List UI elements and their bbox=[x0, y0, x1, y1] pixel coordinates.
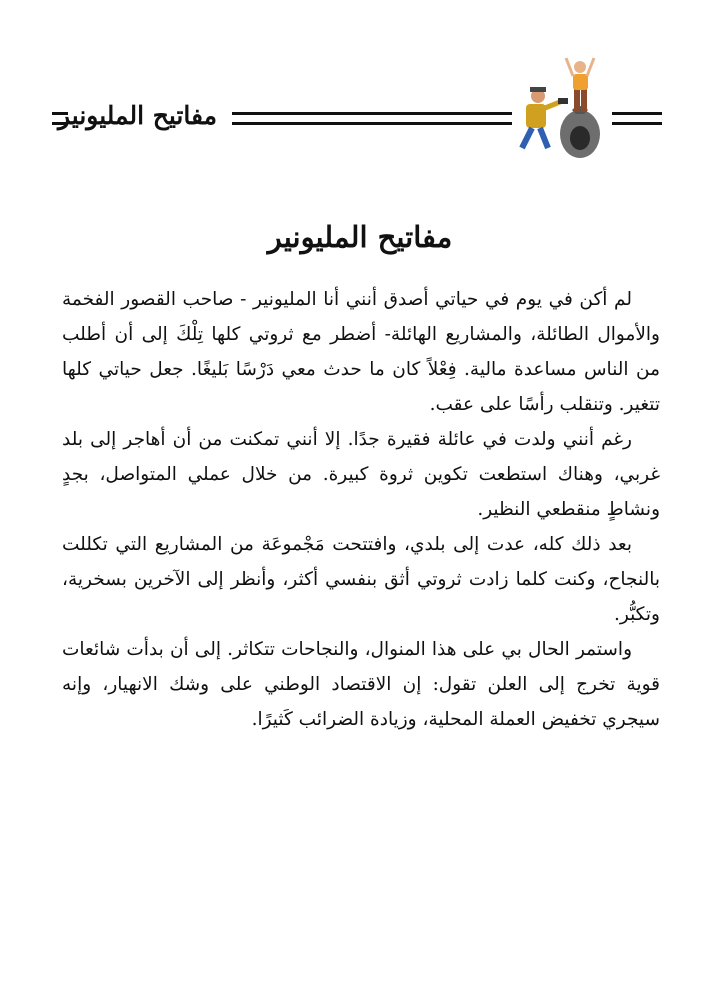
header-rule-middle bbox=[232, 112, 512, 125]
header-rule-left bbox=[52, 112, 68, 125]
moneybag-figures-illustration bbox=[514, 52, 610, 160]
chapter-title: مفاتيح المليونير bbox=[267, 220, 453, 254]
running-title: مفاتيح المليونير bbox=[58, 101, 218, 130]
paragraph-2: رغم أنني ولدت في عائلة فقيرة جدًا. إلا أنني تمكنت من أن أهاجر إلى بلد غربي، وهناك استطعت تكوين ثروة كبيرة. من خلال عملي المتواصل، بجدٍ ونشاطٍ منقطعي النظير. bbox=[62, 429, 660, 520]
paragraph-3: بعد ذلك كله، عدت إلى بلدي، وافتتحت مَجْموعَة من المشاريع التي تكللت بالنجاح، وكنت كلما زادت ثروتي أثق بنفسي أكثر، وأنظر إلى الآخرين بسخرية، وتكبُّر. bbox=[62, 534, 660, 625]
paragraph-1: لم أكن في يوم في حياتي أصدق أنني أنا المليونير - صاحب القصور الفخمة والأموال الطائلة، والمشاريع الهائلة- أضطر مع ثروتي كلها تِلْكَ إلى أن أطلب من الناس مساعدة مالية. فِعْلاً كان ما حدث معي دَرْسًا بَليغًا. جعل حياتي كلها تتغير. وتنقلب رأسًا على عقب. bbox=[62, 289, 660, 415]
running-header bbox=[52, 52, 662, 160]
page-content bbox=[62, 282, 660, 737]
paragraph-4: واستمر الحال بي على هذا المنوال، والنجاحات تتكاثر. إلى أن بدأت شائعات قوية تخرج إلى العلن تقول: إن الاقتصاد الوطني على وشك الانهيار، وإنه سيجري تخفيض العملة المحلية، وزيادة الضرائب كَثيرًا. bbox=[62, 639, 660, 730]
header-rule-right bbox=[612, 112, 662, 125]
